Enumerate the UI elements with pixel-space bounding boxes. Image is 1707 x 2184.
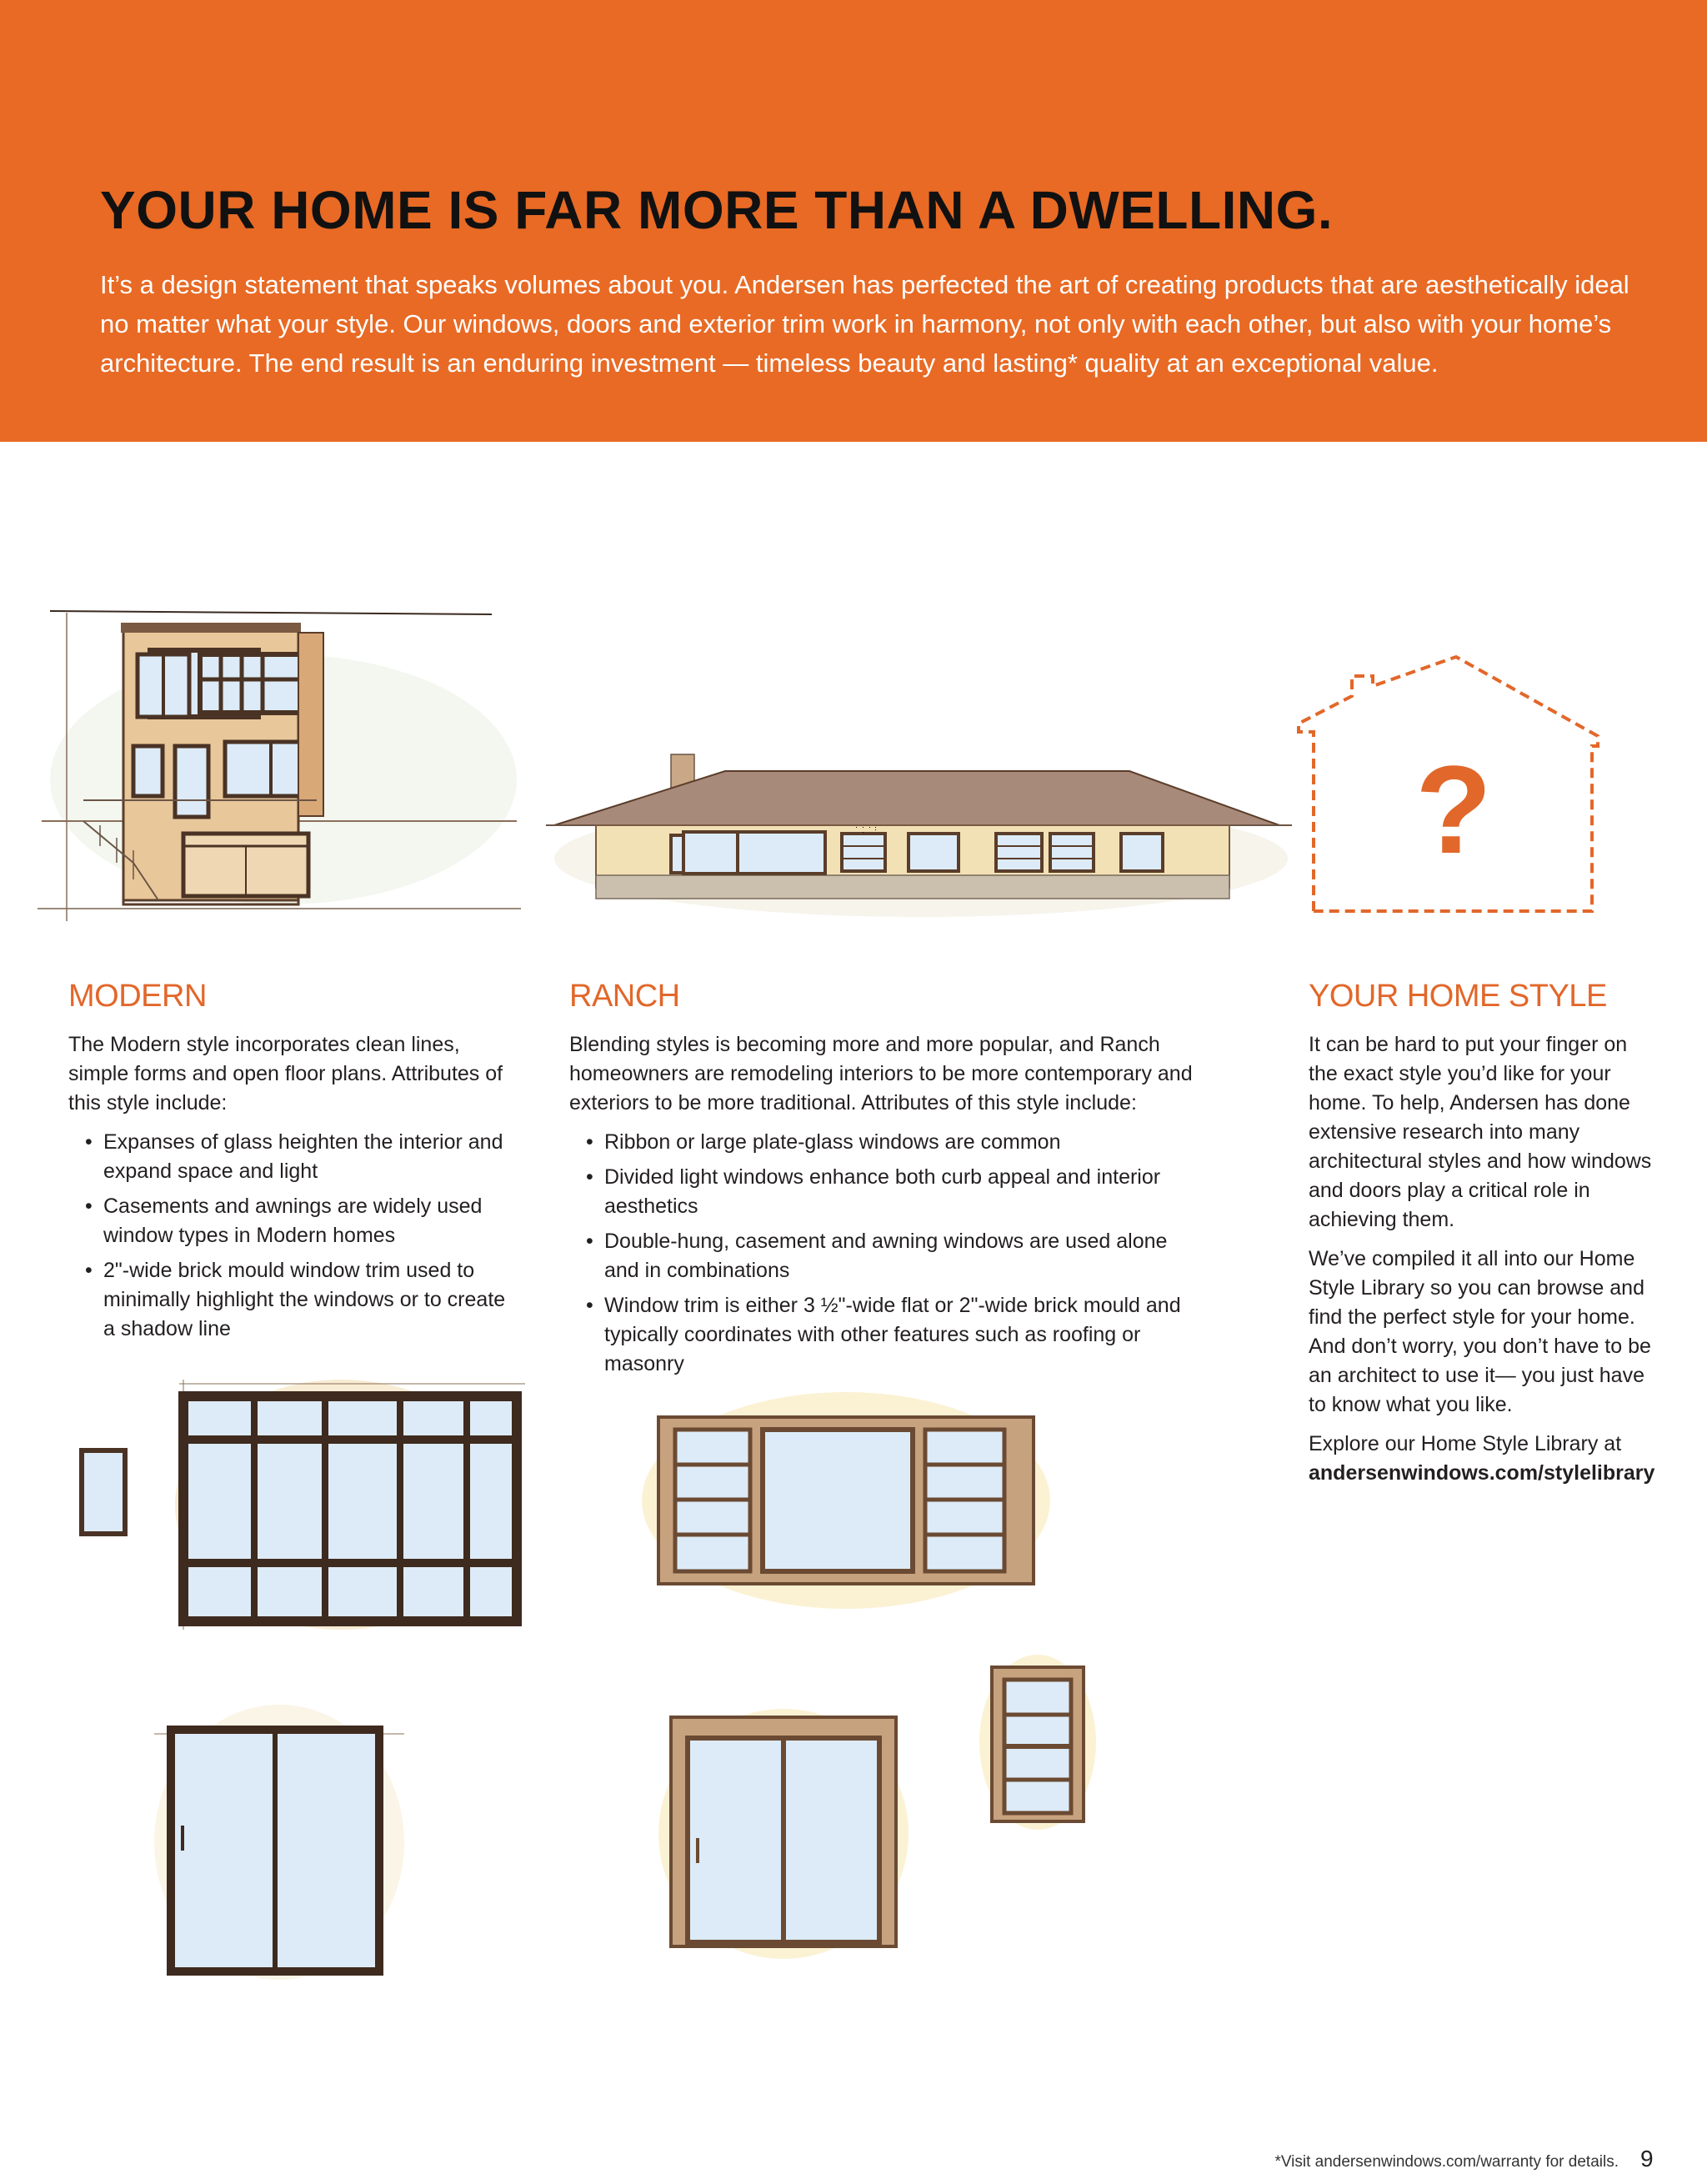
list-item: • Ribbon or large plate-glass windows are common [588,1128,1203,1157]
casement-window-illustration [67,1380,533,1638]
your-home-style-title: YOUR HOME STYLE [1309,979,1607,1014]
your-home-style-p2: We’ve compiled it all into our Home Style Library so you can browse and find the perfect style for your home. And don’t worry, you don’t have to be an architect to use it— you just have to know what you like. [1309,1247,1651,1416]
sliding-door-illustration [154,1701,404,1980]
list-item: • Window trim is either 3 ½"-wide flat or 2"-wide brick mould and typically coordinates with other features such as roofing or masonry [588,1291,1203,1379]
ranch-intro: Blending styles is becoming more and more popular, and Ranch homeowners are remodeling interiors to be more contemporary and exteriors to be more traditional. Attributes of this style include: [569,1033,1193,1115]
ranch-title: RANCH [569,979,680,1014]
your-home-style-column [1309,975,1659,1498]
header-banner [0,0,1707,442]
intro-paragraph: It’s a design statement that speaks volumes about you. Andersen has perfected the art of creating products that are aesthetically ideal no matter what your style. Our windows, doors and exterior trim work in harmony, not only with each other, but also with your home’s architecture. The end result is an enduring investment — timeless beauty and lasting* quality at an exceptional value. [100,270,1629,378]
question-mark: ? [1415,739,1492,879]
page-number: 9 [1640,2146,1654,2171]
modern-house-illustration [33,596,525,925]
house-outline-question-icon [1294,653,1602,915]
ranch-house-illustration [546,734,1296,917]
list-item: • 2"-wide brick mould window trim used to minimally highlight the windows or to create a shadow line [87,1256,518,1344]
explore-text: Explore our Home Style Library at [1309,1432,1622,1455]
picture-window-illustration [642,1392,1050,1613]
modern-intro: The Modern style incorporates clean lines, simple forms and open floor plans. Attributes of this style include: [68,1033,503,1115]
list-item: • Casements and awnings are widely used window types in Modern homes [87,1192,518,1250]
warranty-footnote: *Visit andersenwindows.com/warranty for details. [1274,2153,1619,2171]
sliding-door-illustration [658,1701,909,1959]
double-hung-window-illustration [979,1655,1096,1834]
style-library-link[interactable]: andersenwindows.com/stylelibrary [1309,1461,1655,1485]
modern-column [68,975,518,1350]
your-home-style-p3 [1309,1430,1659,1488]
list-item: • Double-hung, casement and awning windows are used alone and in combinations [588,1227,1203,1285]
modern-title: MODERN [68,979,207,1014]
your-home-style-p1: It can be hard to put your finger on the exact style you’d like for your home. To help, Andersen has done extensive research into many architectural styles and how windows and doors play a critical role in achieving them. [1309,1033,1652,1231]
list-item: • Divided light windows enhance both curb appeal and interior aesthetics [588,1163,1203,1221]
modern-bullet-list [68,1128,518,1344]
page-headline: YOUR HOME IS FAR MORE THAN A DWELLING. [100,180,1334,240]
list-item: • Expanses of glass heighten the interior and expand space and light [87,1128,518,1186]
ranch-column [569,975,1203,1385]
ranch-bullet-list [569,1128,1203,1379]
